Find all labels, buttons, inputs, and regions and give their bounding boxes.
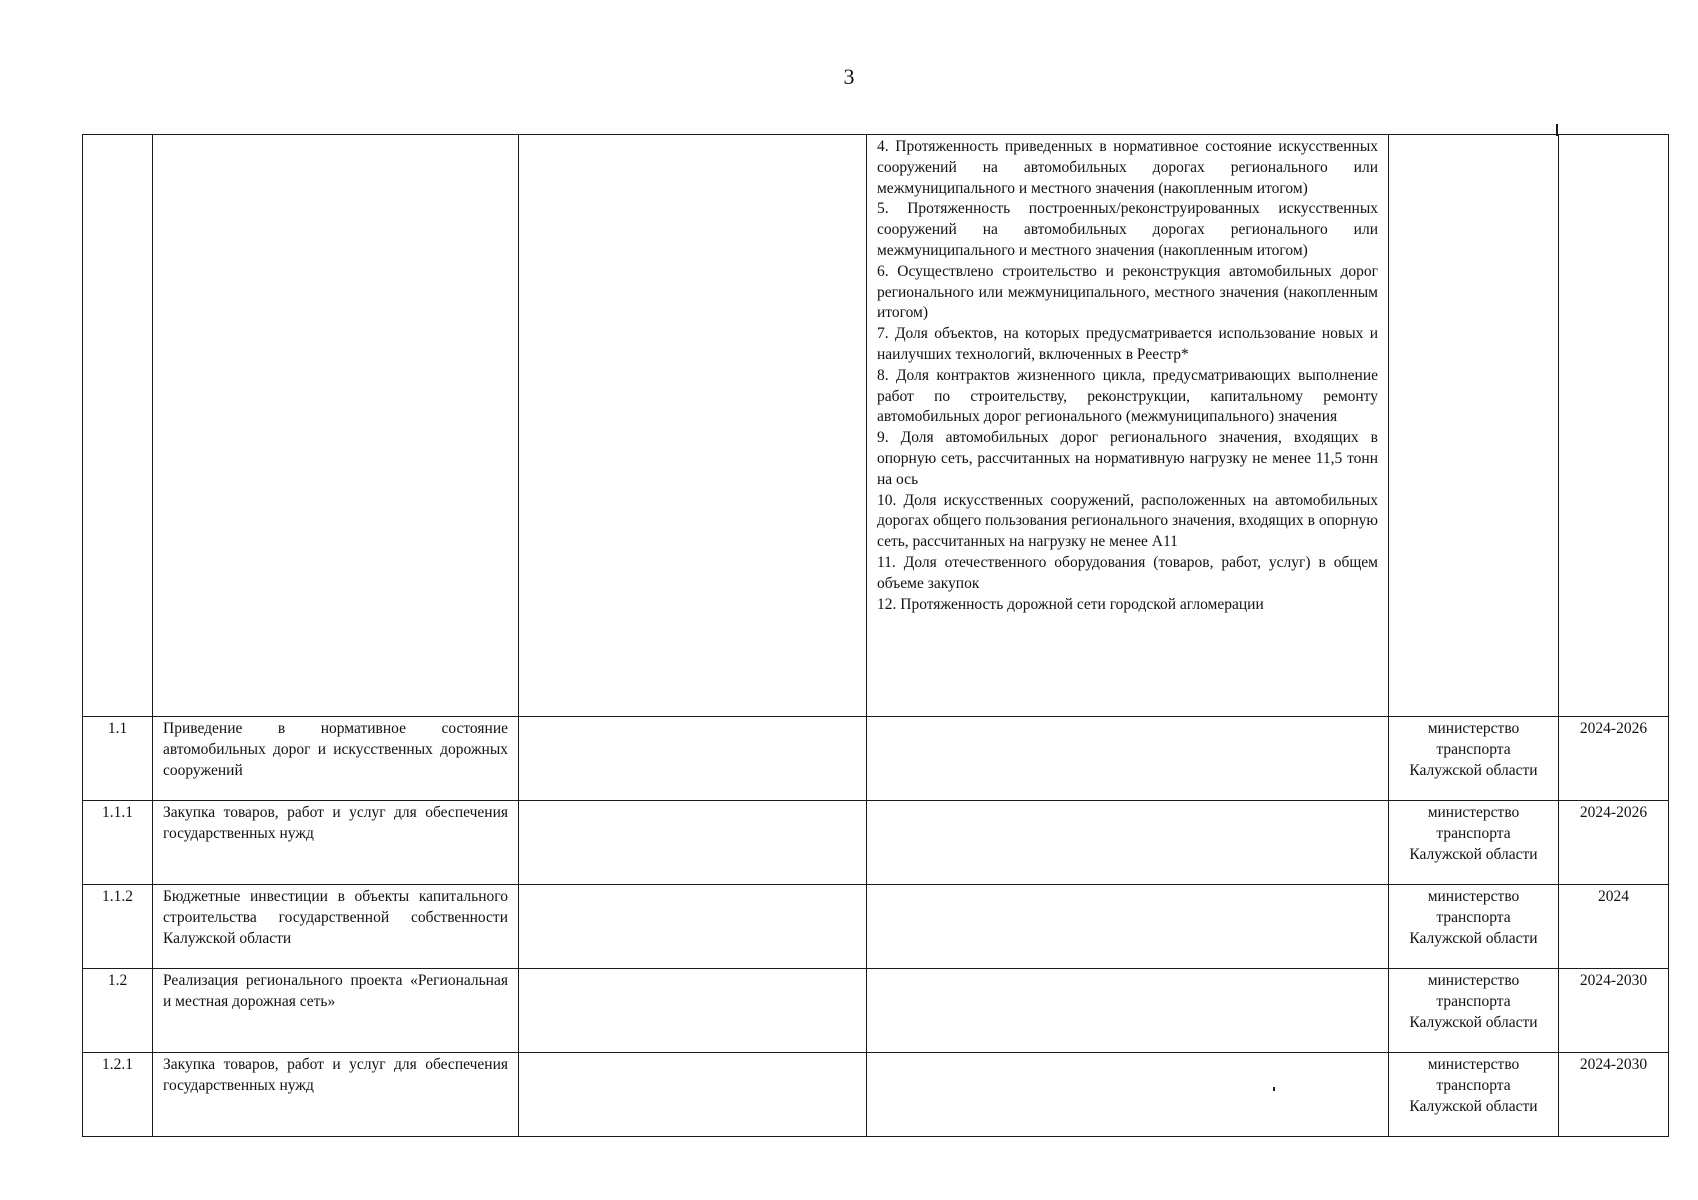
row-number: 1.1 xyxy=(83,717,153,801)
implementation-term: 2024-2030 xyxy=(1559,969,1669,1053)
row-number: 1.2.1 xyxy=(83,1053,153,1137)
indicator-item: 9. Доля автомобильных дорог регионального значения, входящих в опорную сеть, рассчитанных на нормативную нагрузку не менее 11,5 тонн на ось xyxy=(877,429,1378,488)
empty-cell xyxy=(519,717,867,801)
measure-name: Приведение в нормативное состояние автомобильных дорог и искусственных дорожных сооружений xyxy=(153,717,519,801)
implementation-term: 2024-2026 xyxy=(1559,801,1669,885)
implementation-term: 2024-2030 xyxy=(1559,1053,1669,1137)
indicator-item: 7. Доля объектов, на которых предусматривается использование новых и наилучших технологий, включенных в Реестр* xyxy=(877,325,1378,363)
indicator-item: 4. Протяженность приведенных в нормативное состояние искусственных сооружений на автомобильных дорогах регионального или межмуниципального и местного значения (накопленным итогом) xyxy=(877,138,1378,197)
empty-cell xyxy=(867,885,1389,969)
empty-cell xyxy=(519,969,867,1053)
empty-cell xyxy=(867,717,1389,801)
empty-cell xyxy=(83,135,153,717)
indicator-item: 8. Доля контрактов жизненного цикла, предусматривающих выполнение работ по строительству, реконструкции, капитальному ремонту автомобильных дорог регионального (межмуниципального) значения xyxy=(877,366,1378,426)
empty-cell xyxy=(519,801,867,885)
executor: министерство транспорта Калужской области xyxy=(1389,717,1559,801)
scan-mark xyxy=(1273,1087,1275,1091)
indicators-row xyxy=(83,135,1669,717)
measure-name: Закупка товаров, работ и услуг для обеспечения государственных нужд xyxy=(153,801,519,885)
empty-cell xyxy=(867,801,1389,885)
measures-table xyxy=(82,134,1669,1137)
measure-name: Реализация регионального проекта «Региональная и местная дорожная сеть» xyxy=(153,969,519,1053)
indicator-item: 10. Доля искусственных сооружений, расположенных на автомобильных дорогах общего пользования регионального значения, входящих в опорную сеть, рассчитанных на нагрузку не менее А11 xyxy=(877,491,1378,551)
indicator-item: 6. Осуществлено строительство и реконструкция автомобильных дорог регионального или межмуниципального, местного значения (накопленным итогом) xyxy=(877,262,1378,322)
executor: министерство транспорта Калужской области xyxy=(1389,885,1559,969)
empty-cell xyxy=(1389,135,1559,717)
executor: министерство транспорта Калужской области xyxy=(1389,1053,1559,1137)
executor: министерство транспорта Калужской области xyxy=(1389,801,1559,885)
page-number: 3 xyxy=(843,64,855,89)
empty-cell xyxy=(153,135,519,717)
measure-name: Закупка товаров, работ и услуг для обеспечения государственных нужд xyxy=(153,1053,519,1137)
table-row xyxy=(83,717,1669,801)
table-row xyxy=(83,801,1669,885)
indicator-item: 5. Протяженность построенных/реконструированных искусственных сооружений на автомобильных дорогах регионального или межмуниципального и местного значения (накопленным итогом) xyxy=(877,200,1378,259)
executor: министерство транспорта Калужской области xyxy=(1389,969,1559,1053)
empty-cell xyxy=(519,135,867,717)
implementation-term: 2024 xyxy=(1559,885,1669,969)
table-row xyxy=(83,1053,1669,1137)
empty-cell xyxy=(519,1053,867,1137)
row-number: 1.2 xyxy=(83,969,153,1053)
row-number: 1.1.1 xyxy=(83,801,153,885)
indicator-item: 12. Протяженность дорожной сети городской агломерации xyxy=(877,595,1264,613)
empty-cell xyxy=(519,885,867,969)
table-row xyxy=(83,969,1669,1053)
implementation-term: 2024-2026 xyxy=(1559,717,1669,801)
table-row xyxy=(83,885,1669,969)
empty-cell xyxy=(867,969,1389,1053)
row-number: 1.1.2 xyxy=(83,885,153,969)
measure-name: Бюджетные инвестиции в объекты капитального строительства государственной собственности Калужской области xyxy=(153,885,519,969)
empty-cell xyxy=(867,1053,1389,1137)
indicators-cell xyxy=(867,135,1389,717)
empty-cell xyxy=(1559,135,1669,717)
indicator-item: 11. Доля отечественного оборудования (товаров, работ, услуг) в общем объеме закупок xyxy=(877,553,1378,592)
